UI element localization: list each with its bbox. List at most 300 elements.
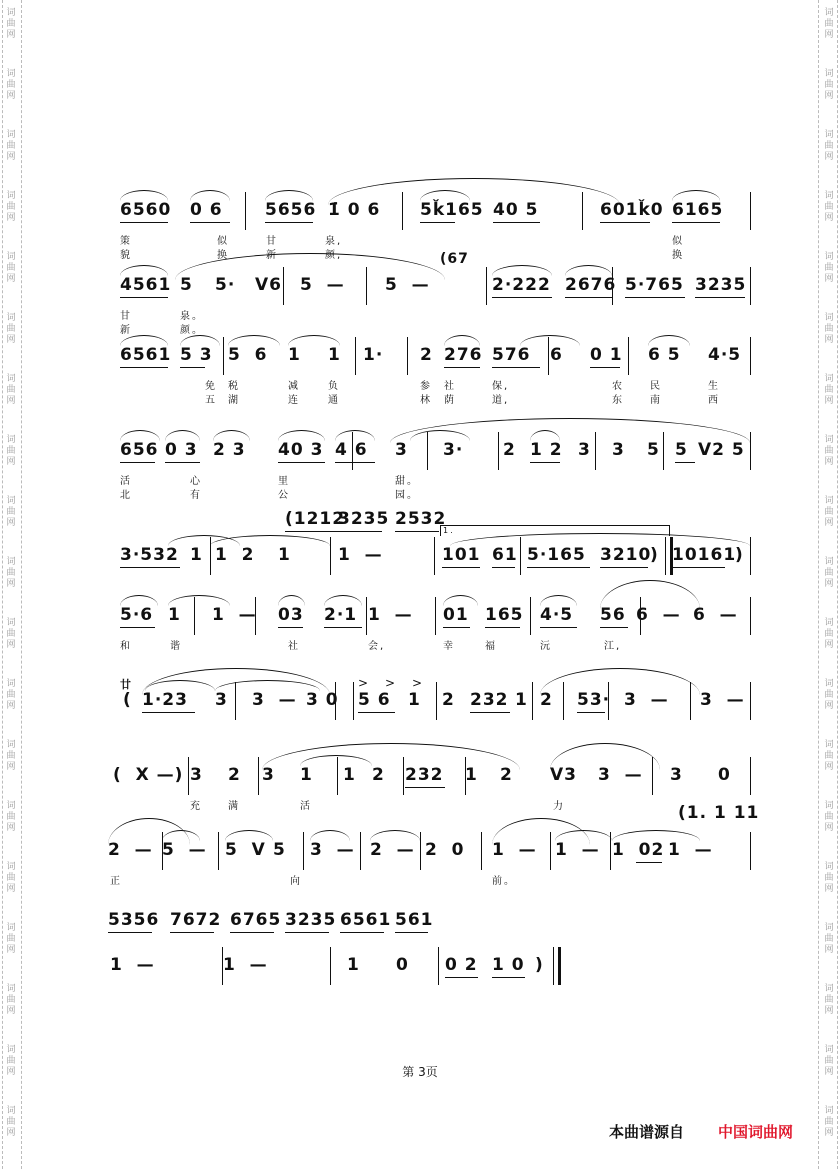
lyric-syllable: 谐 xyxy=(170,641,182,652)
beam-line xyxy=(265,222,313,223)
bar-line xyxy=(188,757,189,795)
beam-line xyxy=(395,932,428,933)
lyric-syllable: 貌 xyxy=(120,250,132,261)
beam-line xyxy=(530,462,560,463)
watermark-text: 词 曲 网 xyxy=(824,374,834,406)
lyric-syllable: 东 xyxy=(612,395,624,406)
bar-line xyxy=(481,832,482,870)
beam-line xyxy=(600,627,628,628)
beam-line xyxy=(485,627,520,628)
beam-line xyxy=(672,222,720,223)
lyric-syllable: 正 xyxy=(110,876,122,887)
bar-line xyxy=(366,597,367,635)
beam-line xyxy=(170,932,214,933)
note-group: 03 xyxy=(278,605,304,625)
watermark-text: 词 曲 网 xyxy=(824,679,834,711)
beam-line xyxy=(230,932,274,933)
lyric-syllable: 林 xyxy=(420,395,432,406)
lyric-syllable: 策 xyxy=(120,236,132,247)
watermark-text: 词 曲 网 xyxy=(824,8,834,40)
lyric-syllable: 福 xyxy=(485,641,497,652)
bar-line xyxy=(245,192,246,230)
beam-line xyxy=(600,567,648,568)
bar-line xyxy=(353,682,354,720)
note-group: 40 5 xyxy=(493,200,539,220)
note-group: 2 xyxy=(420,345,433,365)
note-group: 1 xyxy=(515,690,528,710)
beam-line xyxy=(625,297,685,298)
bar-line xyxy=(366,267,367,305)
bar-line xyxy=(548,337,549,375)
beam-line xyxy=(577,712,605,713)
note-group: 1· xyxy=(363,345,384,365)
beam-line xyxy=(120,367,168,368)
bar-line xyxy=(407,337,408,375)
note-group: 1 xyxy=(190,545,203,565)
bar-line xyxy=(532,682,533,720)
watermark-text: 词 曲 网 xyxy=(6,862,16,894)
watermark-text: 词 曲 网 xyxy=(6,1106,16,1138)
bar-line xyxy=(218,832,219,870)
watermark-text: 词 曲 网 xyxy=(824,252,834,284)
note-group: 5·165 xyxy=(527,545,586,565)
note-group: 2·1 xyxy=(324,605,358,625)
bar-line xyxy=(427,432,428,470)
bar-line xyxy=(610,832,611,870)
note-group: 5· xyxy=(215,275,236,295)
lyric-syllable: 参 xyxy=(420,381,432,392)
lyric-syllable: 农 xyxy=(612,381,624,392)
bar-line xyxy=(750,267,751,305)
lyric-syllable: 甘 xyxy=(266,236,278,247)
note-group: 1̇ 0 6 xyxy=(328,200,381,220)
note-group: 2·222 xyxy=(492,275,551,295)
lyric-syllable: 向 xyxy=(290,876,302,887)
lyric-syllable: 减 xyxy=(288,381,300,392)
bar-line xyxy=(283,267,284,305)
lyric-syllable: 江, xyxy=(604,641,622,652)
note-group: 2 xyxy=(503,440,516,460)
bar-line xyxy=(750,432,751,470)
bar-line xyxy=(595,432,596,470)
note-group: 5656 xyxy=(265,200,317,220)
beam-line xyxy=(492,367,540,368)
volta-label: 1. xyxy=(443,526,455,535)
beam-line xyxy=(695,297,745,298)
beam-line xyxy=(636,862,662,863)
note-group: 3 xyxy=(670,765,683,785)
note-group: 1 xyxy=(465,765,478,785)
lead-marking: 廿 xyxy=(120,678,132,691)
lyric-syllable: 生 xyxy=(708,381,720,392)
watermark-text: 词 曲 网 xyxy=(6,496,16,528)
lyric-syllable: 民 xyxy=(650,381,662,392)
note-group: 1 — xyxy=(492,840,537,860)
above-notes: 6765 xyxy=(230,910,282,930)
watermark-text: 词 曲 网 xyxy=(824,435,834,467)
note-group: ) xyxy=(650,545,659,565)
note-group: 2 — xyxy=(370,840,415,860)
note-group: 0 2 xyxy=(445,955,478,975)
beam-line xyxy=(443,627,470,628)
note-group: 1 xyxy=(328,345,341,365)
note-group: 3 0 xyxy=(306,690,339,710)
note-group: 1 xyxy=(343,765,356,785)
bar-line xyxy=(750,597,751,635)
bar-line xyxy=(750,537,751,575)
bar-line xyxy=(530,597,531,635)
note-group: 3 xyxy=(395,440,408,460)
watermark-text: 词 曲 网 xyxy=(6,435,16,467)
bar-line xyxy=(563,682,564,720)
note-group: 601ǩ0 xyxy=(600,200,664,220)
beam-line xyxy=(142,712,195,713)
above-notes: 7672 xyxy=(170,910,222,930)
note-group: 232 xyxy=(405,765,444,785)
lyric-syllable: 连 xyxy=(288,395,300,406)
beam-line xyxy=(442,567,480,568)
beam-line xyxy=(120,222,168,223)
note-group: 2 xyxy=(372,765,385,785)
above-notes: (1212 xyxy=(285,509,346,529)
beam-line xyxy=(444,367,480,368)
bar-line xyxy=(330,947,331,985)
bar-line xyxy=(337,757,338,795)
above-notes: 6561 xyxy=(340,910,392,930)
beam-line xyxy=(527,567,590,568)
lyric-syllable: 会, xyxy=(368,641,386,652)
watermark-text: 词 曲 网 xyxy=(824,1045,834,1077)
note-group: 3 xyxy=(578,440,591,460)
note-group: 2 — xyxy=(108,840,153,860)
note-group: 165 xyxy=(485,605,524,625)
beam-line xyxy=(278,462,325,463)
watermark-text: 词 曲 网 xyxy=(824,313,834,345)
beam-line xyxy=(120,297,168,298)
note-group: 576 xyxy=(492,345,531,365)
beam-line xyxy=(335,462,375,463)
note-group: 3235 xyxy=(695,275,747,295)
note-group: 1 xyxy=(168,605,181,625)
note-group: 10161 xyxy=(672,545,737,565)
beam-line xyxy=(492,567,515,568)
note-group: 40 3 xyxy=(278,440,324,460)
note-group: 1 xyxy=(278,545,291,565)
lyric-syllable: 和 xyxy=(120,641,132,652)
lyric-syllable: 充 xyxy=(190,801,202,812)
watermark-text: 词 曲 网 xyxy=(6,740,16,772)
watermark-text: 词 曲 网 xyxy=(6,69,16,101)
beam-line xyxy=(338,531,382,532)
note-group: 6 — xyxy=(693,605,738,625)
lyric-syllable: 北 xyxy=(120,490,132,501)
note-group: 101 xyxy=(442,545,481,565)
watermark-text: 词 曲 网 xyxy=(824,130,834,162)
note-group: 3 xyxy=(215,690,228,710)
note-group: 1 — xyxy=(338,545,383,565)
watermark-text: 词 曲 网 xyxy=(824,1106,834,1138)
bar-line xyxy=(690,682,691,720)
bar-line xyxy=(436,682,437,720)
bar-line xyxy=(520,537,521,575)
accent-mark: > xyxy=(358,676,371,690)
note-group: 5 xyxy=(647,440,660,460)
note-group: 1 — xyxy=(223,955,268,975)
lyric-syllable: 湖 xyxy=(228,395,240,406)
lyric-syllable: 新 xyxy=(266,250,278,261)
watermark-text: 词 曲 网 xyxy=(6,252,16,284)
beam-line xyxy=(120,627,155,628)
bar-line xyxy=(223,337,224,375)
watermark-text: 词 曲 网 xyxy=(6,130,16,162)
note-group: 1 — xyxy=(368,605,413,625)
watermark-text: 词 曲 网 xyxy=(824,801,834,833)
watermark-text: 词 曲 网 xyxy=(6,679,16,711)
note-group: ) xyxy=(535,955,544,975)
watermark-text: 词 曲 网 xyxy=(824,557,834,589)
above-notes: 5356 xyxy=(108,910,160,930)
volta-bracket xyxy=(440,525,670,536)
watermark-text: 词 曲 网 xyxy=(6,618,16,650)
lyric-syllable: 活 xyxy=(300,801,312,812)
watermark-text: 词 曲 网 xyxy=(6,557,16,589)
lyric-syllable: 似 xyxy=(217,236,229,247)
above-notes: 3235 xyxy=(338,509,390,529)
note-group: 656 xyxy=(120,440,159,460)
note-group: 5 6 xyxy=(358,690,391,710)
lyric-syllable: 似 xyxy=(672,236,684,247)
watermark-text: 词 曲 网 xyxy=(6,313,16,345)
bar-line xyxy=(550,832,551,870)
note-group: 0 1 xyxy=(590,345,623,365)
note-group: 5·6 xyxy=(120,605,154,625)
note-group: 4·5 xyxy=(708,345,742,365)
footer-source-link[interactable]: 中国词曲网 xyxy=(718,1123,794,1141)
lyric-syllable: 公 xyxy=(278,490,290,501)
lyric-syllable: 沅 xyxy=(540,641,552,652)
note-group: 3·532 xyxy=(120,545,179,565)
note-group: 5 3 xyxy=(180,345,213,365)
note-group: 2 xyxy=(442,690,455,710)
watermark-text: 词 曲 网 xyxy=(824,984,834,1016)
bar-line xyxy=(194,597,195,635)
bar-line xyxy=(652,757,653,795)
note-group: 276 xyxy=(444,345,483,365)
lyric-syllable: 荫 xyxy=(444,395,456,406)
note-group: 1 2 xyxy=(530,440,563,460)
bar-line xyxy=(303,832,304,870)
note-group: 0 xyxy=(396,955,409,975)
note-group: 6 5 xyxy=(648,345,681,365)
note-group: V6 xyxy=(255,275,282,295)
lyric-syllable: 社 xyxy=(444,381,456,392)
note-group: 5 xyxy=(273,840,286,860)
bar-line xyxy=(628,337,629,375)
lyric-syllable: 南 xyxy=(650,395,662,406)
bar-line xyxy=(750,192,751,230)
bar-line xyxy=(750,337,751,375)
lyric-syllable: 新 xyxy=(120,325,132,336)
bar-line xyxy=(402,192,403,230)
beam-line xyxy=(278,627,303,628)
bar-line xyxy=(210,537,211,575)
note-group: 1 02 xyxy=(612,840,665,860)
note-group: 3 — xyxy=(598,765,643,785)
beam-line xyxy=(108,932,152,933)
lyric-syllable: 甘 xyxy=(120,311,132,322)
lyric-syllable: 道, xyxy=(492,395,510,406)
lyric-syllable: 有 xyxy=(190,490,202,501)
beam-line xyxy=(120,567,180,568)
watermark-text: 词 曲 网 xyxy=(6,191,16,223)
note-group: 3 — xyxy=(252,690,297,710)
watermark-text: 词 曲 网 xyxy=(6,8,16,40)
lyric-syllable: 颜, xyxy=(325,250,343,261)
note-group: 0 3 xyxy=(165,440,198,460)
lyric-syllable: 保, xyxy=(492,381,510,392)
above-notes: 561 xyxy=(395,910,434,930)
note-group: 5 xyxy=(180,275,193,295)
beam-line xyxy=(675,462,695,463)
bar-line xyxy=(403,757,404,795)
watermark-text: 词 曲 网 xyxy=(824,69,834,101)
note-group: 0 6 xyxy=(190,200,223,220)
note-group: 1 xyxy=(347,955,360,975)
beam-line xyxy=(358,712,395,713)
note-group: 5 — xyxy=(300,275,345,295)
note-group: 3210 xyxy=(600,545,652,565)
lyric-syllable: 五 xyxy=(205,395,217,406)
accent-mark: > xyxy=(385,676,398,690)
page-number: 第 3页 xyxy=(402,1065,438,1079)
note-group: 1 2 xyxy=(215,545,255,565)
note-group: 5 — xyxy=(385,275,430,295)
lyric-syllable: 满 xyxy=(228,801,240,812)
note-group: 1·23 xyxy=(142,690,188,710)
lyric-syllable: 心 xyxy=(190,476,202,487)
note-group: 6 xyxy=(550,345,563,365)
beam-line xyxy=(180,367,205,368)
lyric-syllable: 幸 xyxy=(443,641,455,652)
lyric-syllable: 税 xyxy=(228,381,240,392)
lyric-syllable: 泉, xyxy=(325,236,343,247)
beam-line xyxy=(672,567,725,568)
watermark-text: 词 曲 网 xyxy=(6,374,16,406)
note-group: 1 xyxy=(300,765,313,785)
note-group: 2 xyxy=(540,690,553,710)
watermark-text: 词 曲 网 xyxy=(824,923,834,955)
note-group: ( xyxy=(123,690,132,710)
watermark-text: 词 曲 网 xyxy=(6,1045,16,1077)
lyric-syllable: 园。 xyxy=(395,490,419,501)
watermark-text: 词 曲 网 xyxy=(824,740,834,772)
watermark-text: 词 曲 网 xyxy=(824,496,834,528)
note-group: 1 xyxy=(408,690,421,710)
note-group: 5ǩ165 xyxy=(420,200,484,220)
above-notes: (1. 1 11 xyxy=(678,803,760,823)
footer-label: 本曲谱源自 xyxy=(609,1123,685,1141)
note-group: 3· xyxy=(443,440,464,460)
note-group: 3 — xyxy=(624,690,669,710)
bar-line xyxy=(486,267,487,305)
note-group: 3 xyxy=(190,765,203,785)
note-group: 2 xyxy=(228,765,241,785)
lyric-syllable: 甜。 xyxy=(395,476,419,487)
note-group: 5 xyxy=(675,440,688,460)
lyric-syllable: 换 xyxy=(217,250,229,261)
beam-line xyxy=(405,787,445,788)
note-group: 5 V xyxy=(225,840,266,860)
beam-line xyxy=(600,222,650,223)
note-group: 01 xyxy=(443,605,469,625)
beam-line xyxy=(590,367,620,368)
note-group: 6 — xyxy=(636,605,681,625)
lyric-syllable: 社 xyxy=(288,641,300,652)
beam-line xyxy=(395,531,439,532)
note-group: 5·765 xyxy=(625,275,684,295)
bar-line xyxy=(498,432,499,470)
beam-line xyxy=(492,297,552,298)
bar-line xyxy=(355,337,356,375)
beam-line xyxy=(445,977,478,978)
beam-line xyxy=(285,531,340,532)
note-group: 56 xyxy=(600,605,626,625)
lyric-syllable: 泉。 xyxy=(180,311,204,322)
lyric-syllable: 力 xyxy=(553,801,565,812)
note-group: 1 — xyxy=(110,955,155,975)
watermark-text: 词 曲 网 xyxy=(6,984,16,1016)
note-group: 53· xyxy=(577,690,611,710)
bar-line xyxy=(435,597,436,635)
lyric-syllable: 前。 xyxy=(492,876,516,887)
bar-line xyxy=(258,757,259,795)
watermark-text: 词 曲 网 xyxy=(824,862,834,894)
bar-line xyxy=(582,192,583,230)
lyric-syllable: 换 xyxy=(672,250,684,261)
beam-line xyxy=(190,222,230,223)
note-group: 5 — xyxy=(162,840,207,860)
lyric-syllable: 负 xyxy=(328,381,340,392)
watermark-text: 词 曲 网 xyxy=(6,923,16,955)
lyric-syllable: 免 xyxy=(205,381,217,392)
accent-mark: > xyxy=(412,676,425,690)
note-group: 4·5 xyxy=(540,605,574,625)
beam-line xyxy=(470,712,510,713)
note-group: 6560 xyxy=(120,200,172,220)
beam-line xyxy=(492,977,525,978)
beam-line xyxy=(324,627,362,628)
note-group: 6165 xyxy=(672,200,724,220)
beam-line xyxy=(420,222,455,223)
watermark-text: 词 曲 网 xyxy=(6,801,16,833)
note-group: 1 xyxy=(288,345,301,365)
beam-line xyxy=(493,222,540,223)
note-group: 2 0 xyxy=(425,840,465,860)
note-group: 232 xyxy=(470,690,509,710)
bar-line xyxy=(235,682,236,720)
lyric-syllable: 活 xyxy=(120,476,132,487)
beam-line xyxy=(120,462,155,463)
note-group: 4561 xyxy=(120,275,172,295)
bar-line xyxy=(663,432,664,470)
lyric-syllable: 颜。 xyxy=(180,325,204,336)
note-group: ( X —) xyxy=(113,765,184,785)
note-group: 1 — xyxy=(555,840,600,860)
lyric-syllable: 里 xyxy=(278,476,290,487)
slur-arc xyxy=(540,668,700,695)
note-group: V3 xyxy=(550,765,577,785)
final-bar-line xyxy=(553,947,561,985)
